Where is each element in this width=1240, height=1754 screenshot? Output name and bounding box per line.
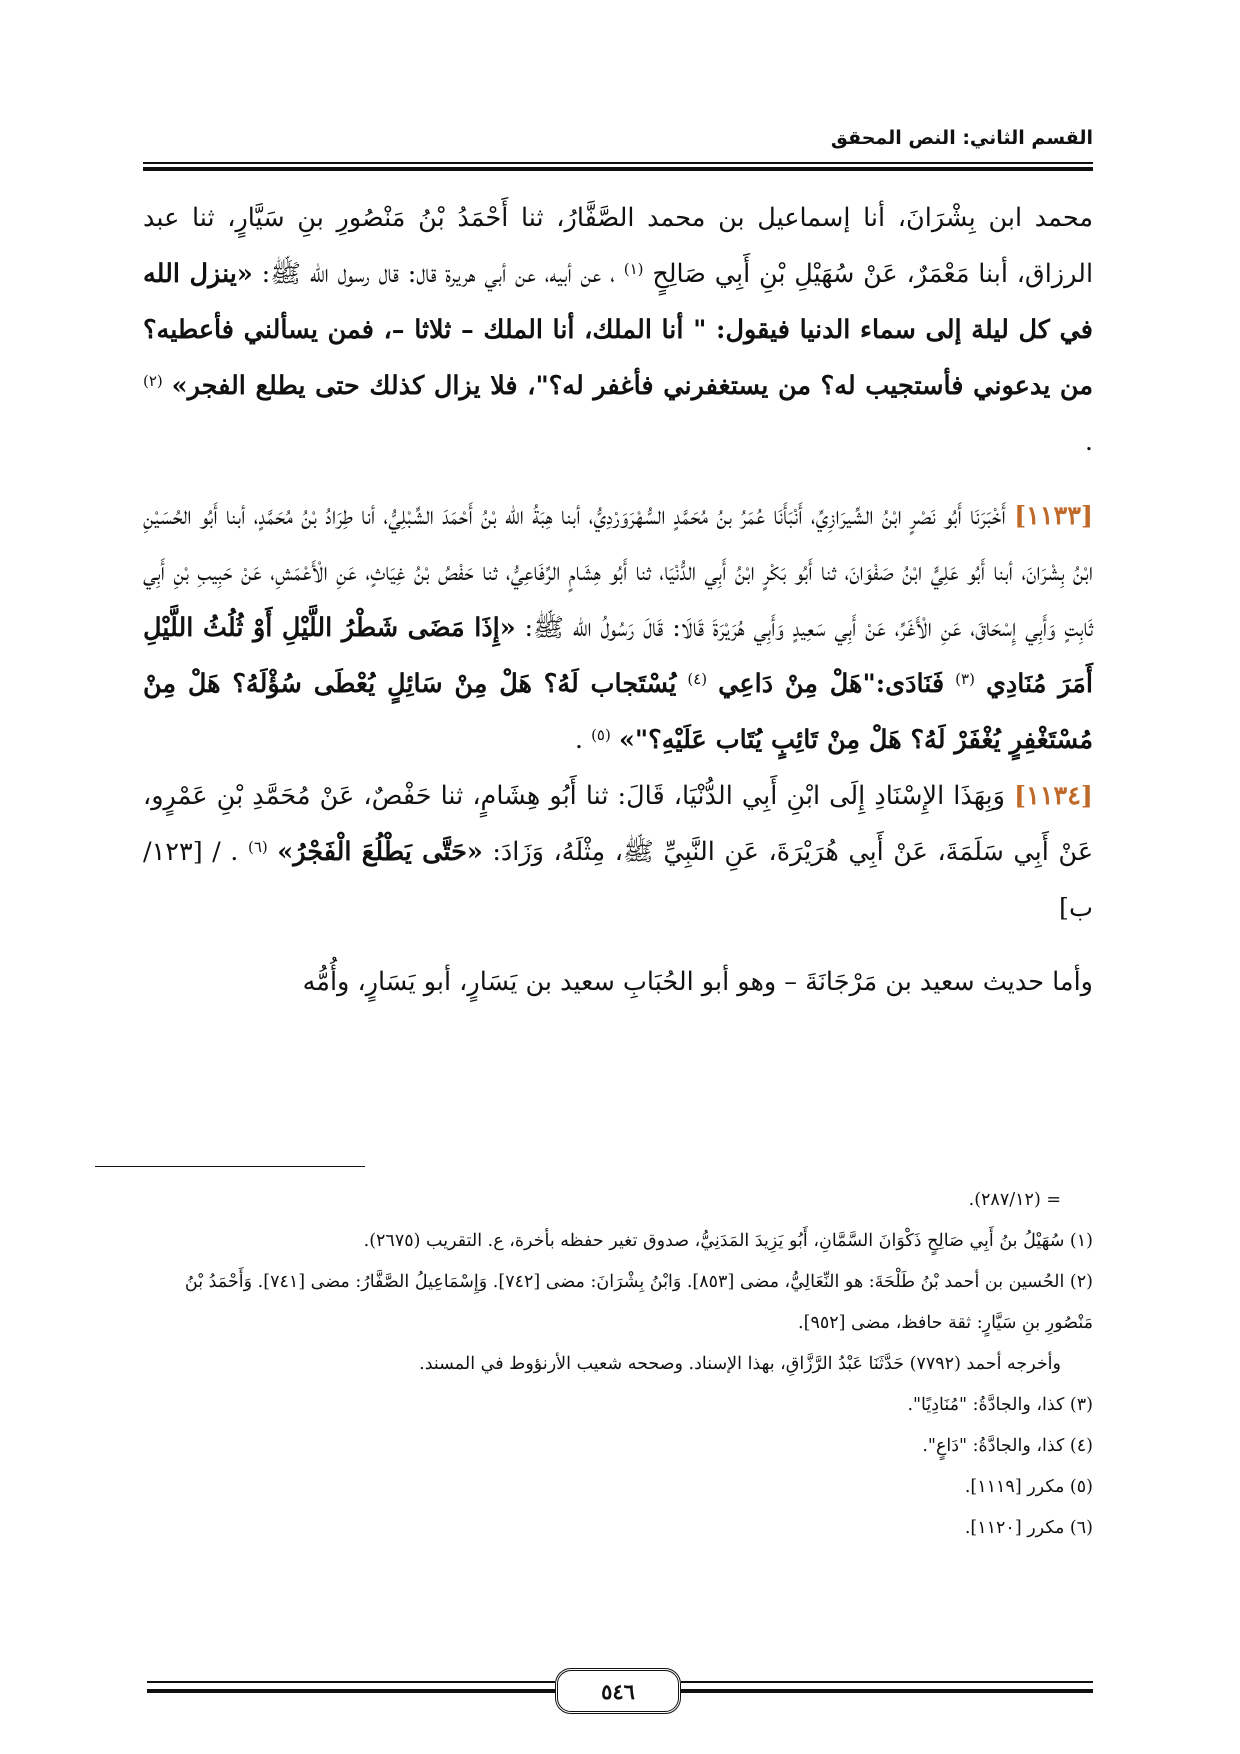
footnote-6: (٦) مكرر [١١٢٠]. xyxy=(964,1518,1093,1538)
page-number: ٥٤٦ xyxy=(555,1668,681,1714)
header-rule-thick xyxy=(143,167,1093,171)
main-text xyxy=(143,190,1093,1010)
running-head: القسم الثاني: النص المحقق xyxy=(830,127,1093,149)
punctuation: . xyxy=(1084,427,1093,457)
punctuation: . xyxy=(574,725,583,755)
footer-rule-left-thin xyxy=(147,1681,555,1683)
footnote-2-extra: وأخرجه أحمد (٧٧٩٢) حَدَّثَنَا عَبْدُ الرَّزَّاقِ، بهذا الإسناد. وصححه شعيب الأرنؤوط في المسند. xyxy=(419,1354,1061,1374)
paragraph-1134 xyxy=(143,768,1093,936)
footnote-ref-4: (٤) xyxy=(687,670,708,688)
hadith-number: [١١٣٣] xyxy=(1014,501,1094,531)
paragraph-said-ibn-marjana: وأما حديث سعيد بن مَرْجَانَةَ – وهو أبو الحُبَابِ سعيد بن يَسَارٍ، أبو يَسَارٍ، وأُمُّه xyxy=(302,967,1093,997)
footnote-4: (٤) كذا، والجادَّةُ: "دَاعٍ". xyxy=(922,1436,1093,1456)
hadith-text: «ينزل الله في كل ليلة إلى سماء الدنيا فيقول: " أنا الملك، أنا الملك – ثلاثا –، فمن يسألني فأعطيه؟ من يدعوني فأستجيب له؟ من يستغفرني فأغفر له؟"، فلا يزال كذلك حتى يطلع الفجر» xyxy=(143,259,1093,401)
footnote-ref-3: (٣) xyxy=(955,670,975,688)
footer-rule-right-thick xyxy=(681,1689,1093,1693)
paragraph-continued xyxy=(143,190,1093,470)
footnote-2: (٢) الحُسين بن أحمد بْنُ طَلْحَةَ: هو النِّعَالِيُّ، مضى [٨٥٣]. وَابْنُ بِشْرَانَ: مضى [٧٤٢]. وَإِسْمَاعِيلُ الصَّفَّارُ: مضى [٧٤١]. وَأَحْمَدُ بْنُ مَنْصُورِ بنِ سَيَّارٍ: ثقة حافظ، مضى [٩٥٢]. xyxy=(184,1272,1093,1333)
hadith-text: «حَتَّى يَطْلُعَ الْفَجْرُ» xyxy=(277,837,483,867)
isnad-text: أَخْبَرَنَا أَبُو نَصْرٍ ابْنُ الشِّيرَازِيِّ، أَنْبَأَنَا عُمَرُ بنُ مُحَمَّدٍ السُّهْرَوَرْدِيُّ، أبنا هِبَةُ الله بْنُ أَحْمَدَ الشِّبْلِيُّ، أنا طِرَادُ بْنُ مُحَمَّدٍ، أبنا أَبُو الحُسَيْنِ ابْنُ بِشْرَانَ، أبنا أَبُو عَلِيٍّ ابْنُ صَفْوَانَ، ثنا أَبُو بَكْرٍ ابْنُ أَبِي الدُّنْيَا، ثنا أَبُو هِشَامٍ الرِّفَاعِيُّ، ثنا حَفْصُ بْنُ غِيَاثٍ، عَنِ الْأَعْمَشِ، عَنْ حَبِيبِ بْنِ أَبِي ثَابِتٍ وَأَبِي إِسْحَاقَ، عَنِ الْأَغَرِّ، عَنْ أَبِي سَعِيدٍ وَأَبِي هُرَيْرَةَ قَالَا: قَالَ رَسُولُ الله ﷺ: xyxy=(143,501,1093,643)
footnote-ref-2: (٢) xyxy=(143,372,163,390)
isnad-text: وَبِهَذَا الإِسْنَادِ إِلَى ابْنِ أَبِي الدُّنْيَا، قَالَ: ثنا أَبُو هِشَامٍ، ثنا حَفْصٌ، عَنْ مُحَمَّدِ بْنِ عَمْرٍو، عَنْ أَبِي سَلَمَةَ، عَنْ أَبِي هُرَيْرَةَ، عَنِ النَّبِيِّ ﷺ، مِثْلَهُ، وَزَادَ: xyxy=(143,781,1094,867)
footer-rule-right-thin xyxy=(681,1681,1093,1683)
footnotes xyxy=(143,1180,1093,1549)
footnote-3: (٣) كذا، والجادَّةُ: "مُنَادِيًا". xyxy=(907,1395,1093,1415)
footnote-separator xyxy=(95,1166,365,1167)
hadith-text: يُسْتَجاب لَهُ؟ هَلْ مِنْ سَائِلٍ يُعْطَى سُؤْلَهُ؟ هَلْ مِنْ مُسْتَغْفِرٍ يُغْفَرْ لَهُ؟ هَلْ مِنْ تَائِبٍ يُتَاب عَلَيْهِ؟"» xyxy=(143,669,1093,755)
footnote-ref-5: (٥) xyxy=(591,726,611,744)
isnad-text: محمد ابن بِشْرَانَ، أنا إسماعيل بن محمد الصَّفَّارُ، ثنا أَحْمَدُ بْنُ مَنْصُورِ بنِ سَيَّارٍ، ثنا عبد الرزاق، أبنا مَعْمَرٌ، عَنْ سُهَيْلِ بْنِ أَبِي صَالِحٍ xyxy=(143,203,1094,289)
isnad-text: ، عن أبيه، عن أبي هريرة قال: قال رسول الله ﷺ: xyxy=(252,259,615,289)
footnote-5: (٥) مكرر [١١١٩]. xyxy=(964,1477,1093,1497)
footer-rule-left-thick xyxy=(147,1689,555,1693)
footnote-ref-6: (٦) xyxy=(247,838,268,856)
footnote-1: (١) سُهَيْلُ بنُ أَبِي صَالِحٍ ذَكْوَانَ السَّمَّانِ، أَبُو يَزِيدَ المَدَنِيُّ، صدوق تغير حفظه بأخرة، ع. التقريب (٢٦٧٥). xyxy=(363,1231,1093,1251)
header-rule-thin xyxy=(143,162,1093,164)
hadith-text: فَنَادَى:"هَلْ مِنْ دَاعِي xyxy=(718,669,945,699)
paragraph-1133 xyxy=(143,488,1093,768)
hadith-number: [١١٣٤] xyxy=(1014,781,1093,811)
footnote-ref-1: (١) xyxy=(623,260,644,278)
footnote-continuation: = (٢٨٧/١٢). xyxy=(968,1190,1061,1210)
hadith-text: «إِذَا مَضَى شَطْرُ اللَّيْلِ أَوْ ثُلُثُ اللَّيْلِ أَمَرَ مُنَادِي xyxy=(143,613,1093,699)
folio-marker: . / [١٢٣/ ب] xyxy=(143,837,1093,923)
